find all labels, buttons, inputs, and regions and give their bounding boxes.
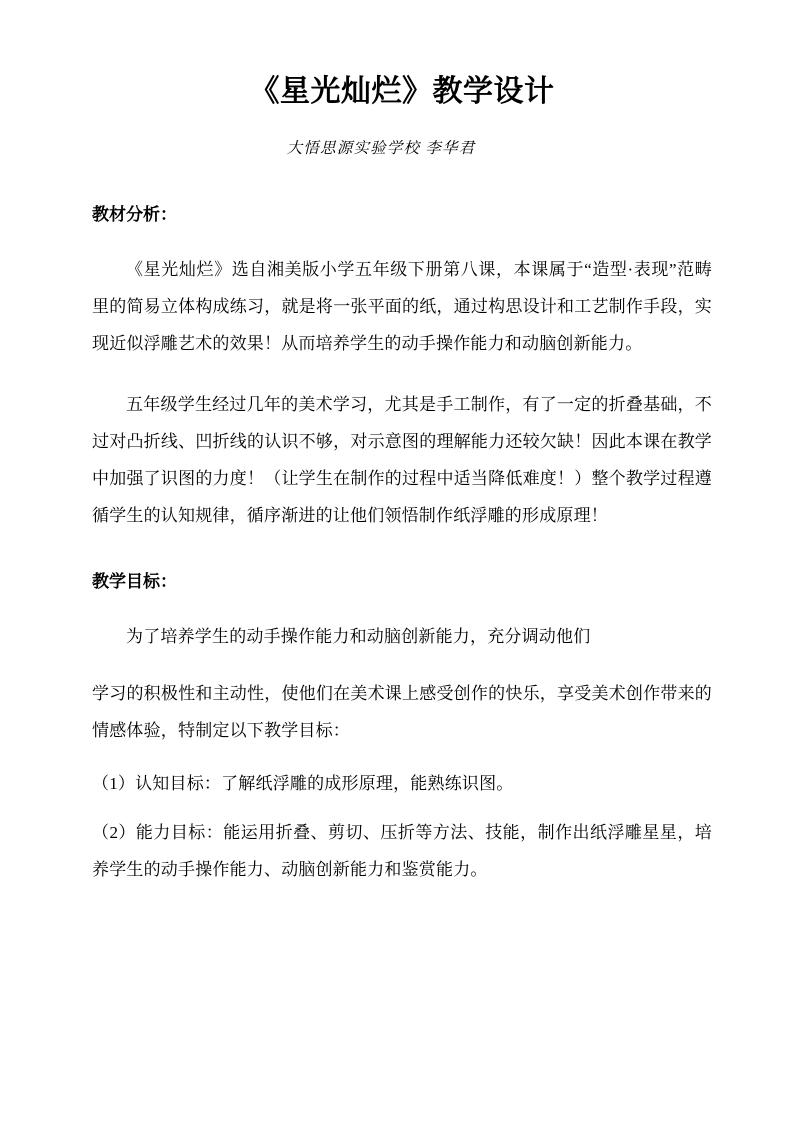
teaching-objectives-lead-line: 为了培养学生的动手操作能力和动脑创新能力，充分调动他们 [126, 627, 591, 647]
heading-teaching-objectives: 教学目标： [92, 571, 177, 591]
teaching-objective-item-2: （2）能力目标：能运用折叠、剪切、压折等方法、技能，制作出纸浮雕星星，培养学生的动手操作能力、动脑创新能力和鉴赏能力。 [92, 823, 712, 880]
materials-analysis-paragraph-2: 五年级学生经过几年的美术学习，尤其是手工制作，有了一定的折叠基础，不过对凸折线、凹折线的认识不够，对示意图的理解能力还较欠缺！因此本课在教学中加强了识图的力度！（让学生在制作的过程中适当降低难度！）整个教学过程遵循学生的认知规律，循序渐进的让他们领悟制作纸浮雕的形成原理！ [92, 394, 712, 525]
page-title: 《星光灿烂》教学设计 [249, 75, 555, 108]
document-byline: 大悟思源实验学校 李华君 [286, 140, 476, 157]
document-content [92, 0, 712, 888]
teaching-objective-item-1: （1）认知目标：了解纸浮雕的成形原理，能熟练识图。 [92, 774, 514, 794]
materials-analysis-paragraph-1: 《星光灿烂》选自湘美版小学五年级下册第八课，本课属于“造型·表现”范畴里的简易立体构成练习，就是将一张平面的纸，通过构思设计和工艺制作手段，实现近似浮雕艺术的效果！从而培养学生的动手操作能力和动脑创新能力。 [92, 259, 712, 353]
heading-materials-analysis: 教材分析： [92, 204, 177, 224]
teaching-objectives-lead-continuation: 学习的积极性和主动性，使他们在美术课上感受创作的快乐，享受美术创作带来的情感体验，特制定以下教学目标： [92, 684, 712, 741]
